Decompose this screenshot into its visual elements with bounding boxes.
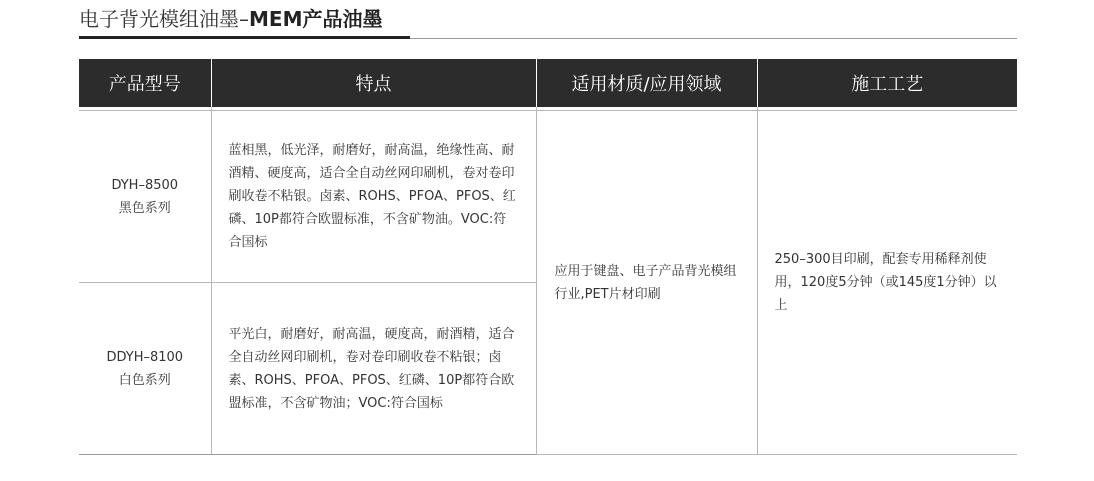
title-underline [79, 36, 410, 39]
table-row [79, 111, 1017, 283]
column-header-process: 施工工艺 [757, 59, 1017, 107]
page-header [79, 0, 1017, 39]
page-title-main: 电子背光模组油墨– [79, 7, 249, 31]
model-code: DYH–8500 [111, 177, 179, 193]
column-header-model: 产品型号 [79, 59, 211, 107]
column-header-materials: 适用材质/应用领域 [536, 59, 757, 107]
model-code: DDYH–8100 [106, 349, 184, 365]
features-cell: 蓝相黑，低光泽，耐磨好，耐高温，绝缘性高、耐酒精、硬度高，适合全自动丝网印刷机，卷对卷印刷收卷不粘银。卤素、ROHS、PFOA、PFOS、红磷、10P都符合欧盟标准，不含矿物油。VOC:符合国标 [211, 111, 536, 283]
model-cell [79, 111, 211, 283]
features-cell: 平光白，耐磨好，耐高温，硬度高，耐酒精，适合全自动丝网印刷机，卷对卷印刷收卷不粘银；卤素、ROHS、PFOA、PFOS、红磷、10P都符合欧盟标准，不含矿物油；VOC:符合国标 [211, 283, 536, 455]
table-body [79, 107, 1017, 455]
model-color: 黑色系列 [118, 200, 171, 216]
page-title [79, 5, 382, 33]
table-header-row [79, 59, 1017, 107]
process-cell: 250–300目印刷，配套专用稀释剂使用，120度5分钟（或145度1分钟）以上 [757, 111, 1017, 455]
materials-cell: 应用于键盘、电子产品背光模组行业,PET片材印刷 [536, 111, 757, 455]
product-spec-table [79, 59, 1017, 455]
model-cell [79, 283, 211, 455]
model-color: 白色系列 [118, 372, 171, 388]
column-header-features: 特点 [211, 59, 536, 107]
table-header [79, 59, 1017, 107]
page-title-strong: MEM产品油墨 [249, 7, 383, 31]
